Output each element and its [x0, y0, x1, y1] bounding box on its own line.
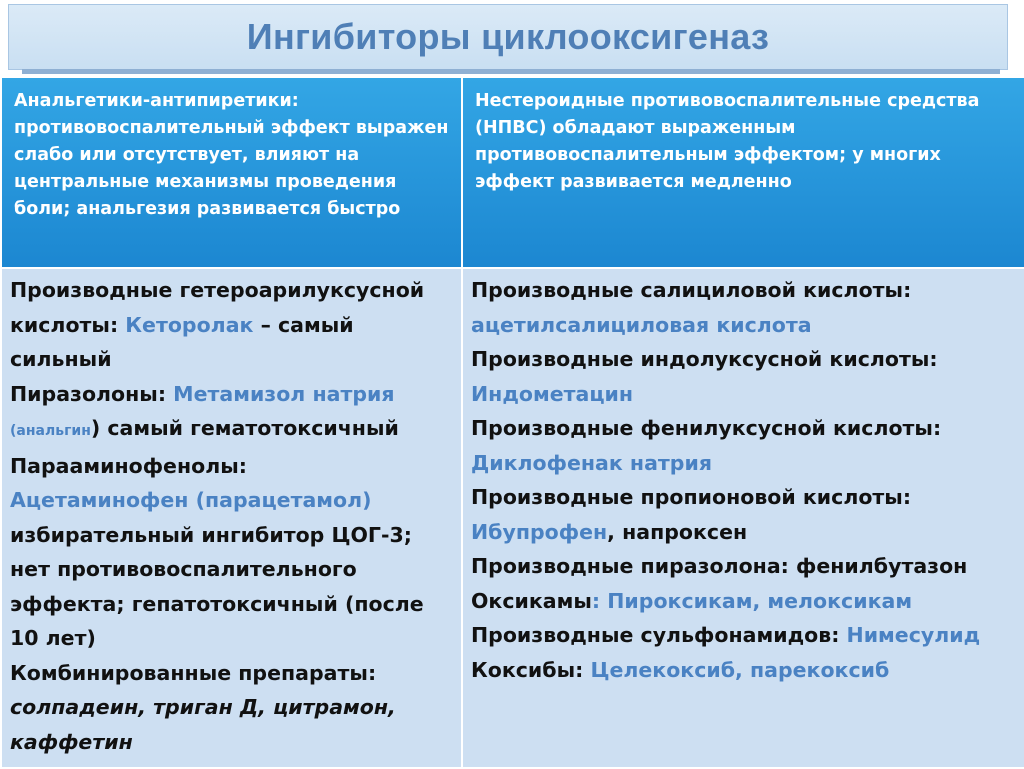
drug-note: ) самый гематотоксичный [90, 416, 399, 440]
group-label: Производные пропионовой кислоты: [471, 485, 912, 509]
group-label: Производные салициловой кислоты: [471, 278, 912, 302]
list-item [10, 273, 453, 377]
list-item [10, 449, 453, 656]
list-item [471, 618, 1016, 653]
drug-name: Кеторолак [125, 312, 254, 337]
inhibitors-table [0, 76, 1024, 769]
drug-name: Пироксикам, мелоксикам [607, 588, 913, 613]
drug-note: , напроксен [607, 519, 748, 544]
drug-name: Индометацин [471, 381, 634, 406]
header-cell-nsaids [462, 77, 1024, 268]
group-label: Производные индолуксусной кислоты: [471, 347, 938, 371]
drug-note: – самый сильный [10, 312, 354, 371]
page-title: Ингибиторы циклооксигеназ [246, 16, 770, 57]
header-nsaids-text: Нестероидные противовоспалительные средства (НПВС) обладают выраженным противовоспалительным эффектом; у многих эффект развивается медленно [475, 91, 980, 192]
group-label: Производные фенилуксусной кислоты: [471, 416, 942, 440]
list-item: Производные пиразолона: фенилбутазон [471, 554, 968, 578]
drug-name: ацетилсалициловая кислота [471, 312, 812, 337]
group-label: Коксибы: [471, 657, 591, 682]
header-row [1, 77, 1024, 268]
group-label: Комбинированные препараты: [10, 660, 377, 685]
title-underline [22, 69, 1000, 74]
separator: : [591, 588, 608, 613]
body-cell-analgesics [1, 268, 462, 768]
header-analgesics-text: Анальгетики-антипиретики: противовоспалительный эффект выражен слабо или отсутствует, влияют на центральные механизмы проведения боли; анальгезия развивается быстро [14, 91, 449, 219]
drug-examples: солпадеин, триган Д, цитрамон, каффетин [10, 695, 396, 754]
drug-name: Целекоксиб, парекоксиб [590, 657, 890, 682]
group-label: Пиразолоны: [10, 381, 174, 406]
drug-name: Ибупрофен [471, 519, 608, 544]
drug-name: Ацетаминофен (парацетамол) [10, 488, 372, 512]
body-cell-nsaids [462, 268, 1024, 768]
list-item [10, 656, 453, 760]
header-cell-analgesics [1, 77, 462, 268]
group-label: Производные сульфонамидов: [471, 623, 847, 647]
drug-name: Диклофенак натрия [471, 450, 713, 475]
group-label: Производные гетероарилуксусной кислоты: [10, 278, 425, 337]
body-row [1, 268, 1024, 768]
group-label: Оксикамы [471, 588, 592, 613]
drug-note: избирательный ингибитор ЦОГ-3; нет противовоспалительного эффекта; гепатотоксичный (после 10 лет) [10, 522, 424, 650]
title-banner [8, 4, 1008, 70]
drug-name: Метамизол натрия [173, 381, 395, 406]
group-label: Парааминофенолы: [10, 453, 247, 478]
drug-alias: (анальгин [10, 423, 91, 439]
list-item [471, 653, 1016, 688]
drug-name: Нимесулид [846, 623, 981, 647]
list-item [471, 584, 1016, 619]
list-item [471, 515, 1016, 550]
list-item [10, 377, 453, 449]
